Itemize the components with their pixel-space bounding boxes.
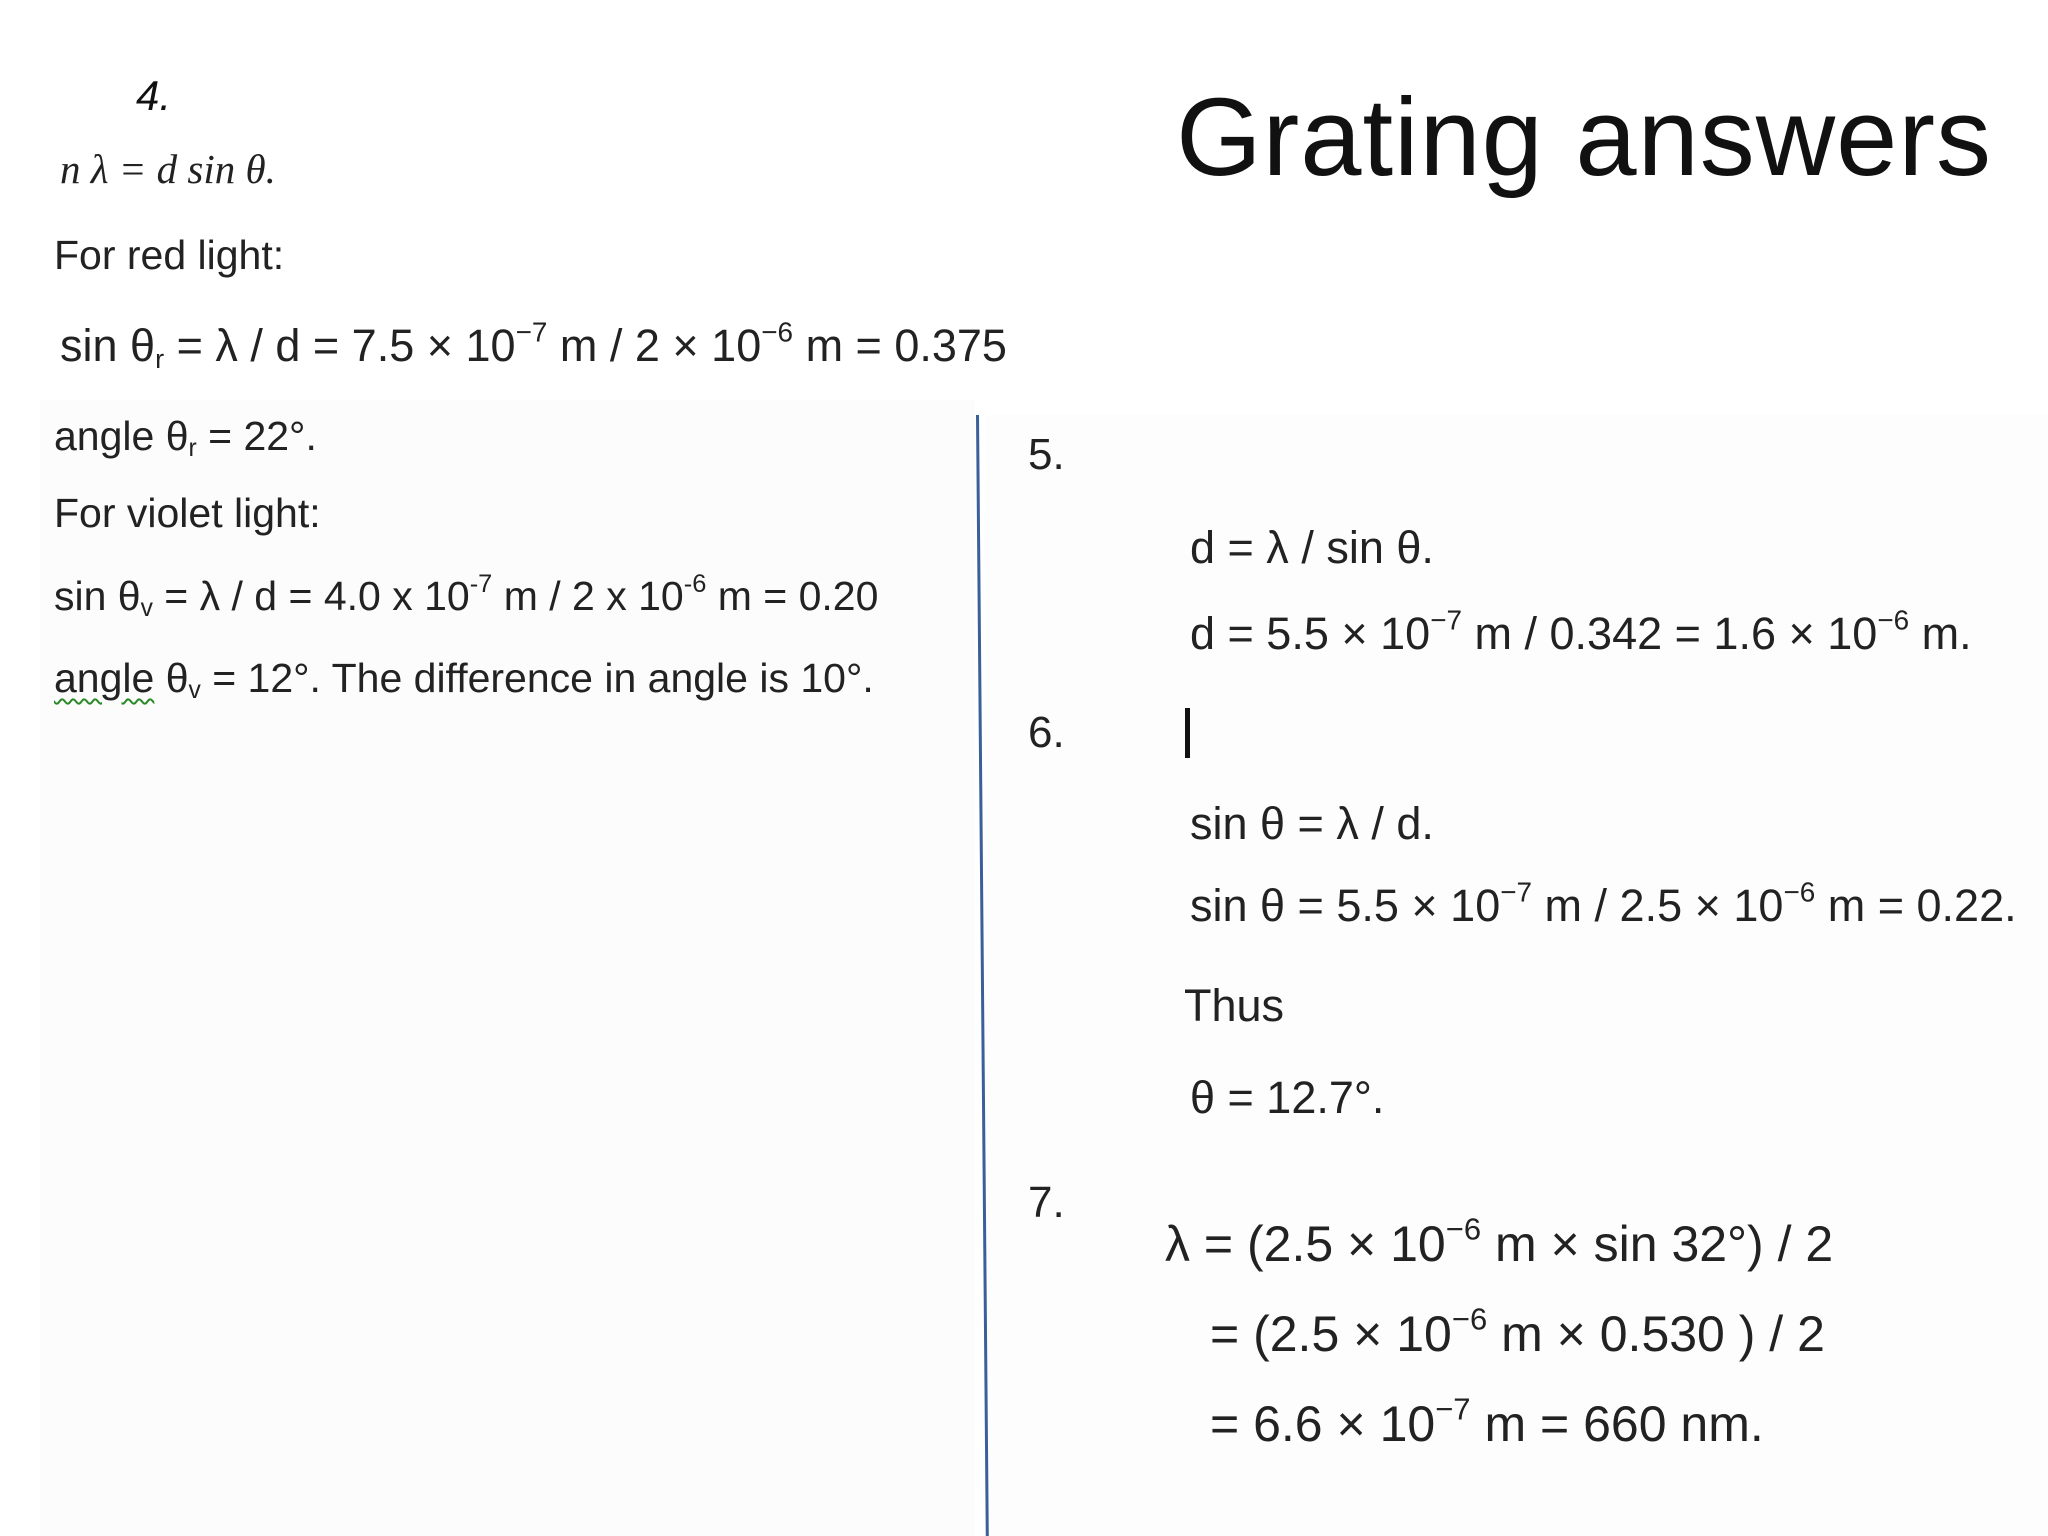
q4-red-angle-part: angle θ xyxy=(54,413,189,459)
q6-line2-exp: −7 xyxy=(1500,876,1533,908)
q7-line1-exp: −6 xyxy=(1445,1211,1482,1247)
question-4-number: 4. xyxy=(136,72,172,119)
q7-line3-part: m = 660 nm. xyxy=(1470,1396,1764,1452)
q7-line3-part: = 6.6 × 10 xyxy=(1210,1396,1436,1452)
slide-title: Grating answers xyxy=(1176,76,1992,199)
q6-line1-text: sin θ = λ / d. xyxy=(1190,798,1434,849)
q5-line2-exp: −7 xyxy=(1430,604,1463,636)
answer-image-right xyxy=(985,415,2048,1536)
q5-line2-part: m / 0.342 = 1.6 × 10 xyxy=(1462,608,1878,659)
q5-line2-exp: −6 xyxy=(1877,604,1910,636)
q4-red-angle-sub: r xyxy=(188,435,197,463)
q5-line2 xyxy=(1190,604,1972,660)
answer-image-left xyxy=(40,400,975,1536)
q4-violet-angle-part: θ xyxy=(154,655,189,701)
q7-line1-part: λ = (2.5 × 10 xyxy=(1165,1216,1446,1272)
q5-line2-part: m. xyxy=(1909,608,1972,659)
q4-formula-text: n λ = d sin θ. xyxy=(60,146,276,192)
q4-red-equation xyxy=(60,316,1007,374)
q7-line2 xyxy=(1210,1301,1825,1363)
q4-red-angle xyxy=(54,413,317,463)
q4-violet-eq-part: = λ / d = 4.0 x 10 xyxy=(152,573,470,619)
q4-red-eq-exp: −6 xyxy=(761,316,794,348)
q7-line3-exp: −7 xyxy=(1435,1391,1471,1427)
q4-violet-equation xyxy=(54,570,879,623)
q6-line1 xyxy=(1190,798,1434,850)
q7-line3 xyxy=(1210,1391,1764,1453)
q6-result: θ = 12.7°. xyxy=(1190,1072,1385,1123)
q4-violet-angle-word: angle xyxy=(54,655,155,701)
q4-red-eq-part: m / 2 × 10 xyxy=(547,320,762,371)
q4-red-eq-part: sin θ xyxy=(60,320,156,371)
q6-line2-part: sin θ = 5.5 × 10 xyxy=(1190,880,1501,931)
q7-line2-part: m × 0.530 ) / 2 xyxy=(1487,1306,1825,1362)
q5-line2-part: d = 5.5 × 10 xyxy=(1190,608,1431,659)
q4-violet-angle xyxy=(54,655,874,705)
q4-red-eq-part: m = 0.375 xyxy=(793,320,1007,371)
q4-red-eq-sub: r xyxy=(155,343,165,374)
q6-line2-part: m / 2.5 × 10 xyxy=(1532,880,1784,931)
question-6-number: 6. xyxy=(1028,708,1065,757)
q4-red-angle-part: = 22°. xyxy=(196,413,317,459)
q4-violet-eq-part: sin θ xyxy=(54,573,141,619)
question-5-number: 5. xyxy=(1028,430,1065,479)
q7-line2-part: = (2.5 × 10 xyxy=(1210,1306,1452,1362)
q4-red-eq-exp: −7 xyxy=(515,316,548,348)
q7-line1 xyxy=(1165,1211,1834,1273)
q4-violet-angle-part: = 12°. The difference in angle is 10°. xyxy=(200,655,874,701)
q4-violet-eq-exp: -6 xyxy=(683,570,707,599)
q4-violet-eq-part: m = 0.20 xyxy=(706,573,879,619)
q7-line1-part: m × sin 32°) / 2 xyxy=(1481,1216,1834,1272)
q5-line1-text: d = λ / sin θ. xyxy=(1190,522,1434,573)
q7-line2-exp: −6 xyxy=(1451,1301,1488,1337)
q6-thus: Thus xyxy=(1184,980,1285,1031)
q5-line1 xyxy=(1190,522,1434,574)
q4-violet-eq-part: m / 2 x 10 xyxy=(492,573,684,619)
q4-red-heading: For red light: xyxy=(54,232,285,278)
text-cursor xyxy=(1185,708,1190,758)
q6-line2-exp: −6 xyxy=(1783,876,1816,908)
q4-violet-eq-sub: v xyxy=(140,595,153,623)
q4-violet-eq-exp: -7 xyxy=(469,570,493,599)
q6-line2 xyxy=(1190,876,2017,932)
q4-formula xyxy=(60,145,276,193)
q4-violet-heading: For violet light: xyxy=(54,490,321,536)
q4-violet-angle-sub: v xyxy=(188,677,201,705)
q6-line2-part: m = 0.22. xyxy=(1815,880,2017,931)
q4-red-eq-part: = λ / d = 7.5 × 10 xyxy=(164,320,516,371)
question-7-number: 7. xyxy=(1028,1178,1065,1227)
